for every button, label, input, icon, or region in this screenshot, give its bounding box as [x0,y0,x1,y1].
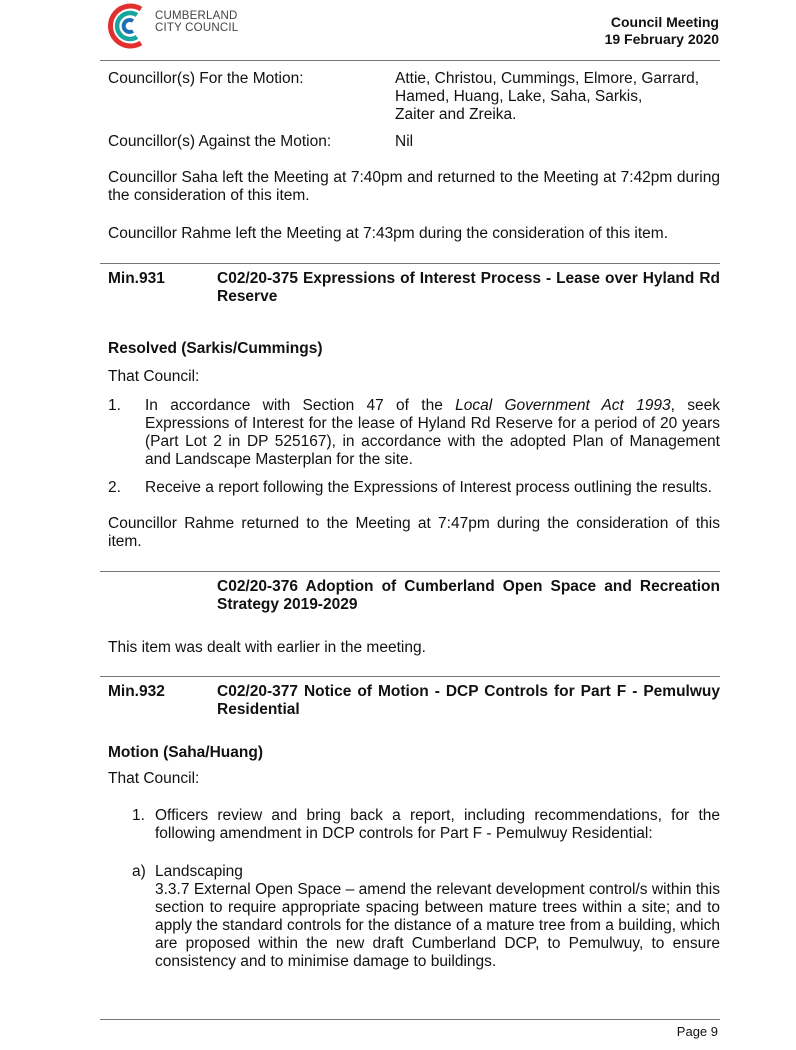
list-text-end: , seek Expressions of Interest for the lease of Hyland Rd Reserve for a period of 20 years (Part Lot 2 in DP 525167), in accordance with the adopted Plan of Management and Landscape Masterplan for the site. [145,397,720,468]
footer-divider [100,1019,720,1020]
list-number: 1. [108,397,121,414]
list-text [145,397,720,469]
council-logo [103,0,303,52]
section-divider [100,571,720,572]
minute-title: C02/20-376 Adoption of Cumberland Open Space and Recreation Strategy 2019-2029 [217,578,720,613]
vote-for-row [108,70,720,124]
section-divider [100,676,720,677]
vote-against-row [108,133,720,151]
list-number: 1. [132,807,145,824]
header-divider [100,60,720,61]
note-rahme-returned: Councillor Rahme returned to the Meeting at 7:47pm during the consideration of this item. [108,515,720,550]
subitem-body: 3.3.7 External Open Space – amend the relevant development control/s within this section to require appropriate spacing between mature trees within a site; and to apply the standard controls for the distance of a mature tree from a building, which are proposed within the new draft Cumberland DCP, to Pemulwuy, to ensure consistency and to minimise damage to buildings. [155,881,720,970]
list-text: Officers review and bring back a report, including recommendations, for the following amendment in DCP controls for Part F - Pemulwuy Residential: [155,807,720,842]
that-council-label: That Council: [108,770,200,787]
minute-932-heading [108,683,720,719]
page-number: Page 9 [676,1024,718,1039]
vote-for-names-line-1: Attie, Christou, Cummings, Elmore, Garrard, [395,70,700,87]
item-376-note: This item was dealt with earlier in the meeting. [108,639,426,656]
list-letter: a) [132,863,146,880]
minute-title: C02/20-375 Expressions of Interest Process - Lease over Hyland Rd Reserve [217,270,720,305]
logo-line-1: CUMBERLAND [155,10,238,22]
list-text-start: In accordance with Section 47 of the [145,397,456,414]
item-376-heading [108,578,720,614]
list-text: Receive a report following the Expressions of Interest process outlining the results. [145,479,712,496]
meeting-info [605,14,719,48]
vote-for-names-line-3: Zaiter and Zreika. [395,106,517,123]
note-rahme-left: Councillor Rahme left the Meeting at 7:43pm during the consideration of this item. [108,225,669,242]
council-logo-icon [103,0,153,52]
vote-for-label: Councillor(s) For the Motion: [108,70,304,87]
note-saha: Councillor Saha left the Meeting at 7:40pm and returned to the Meeting at 7:42pm during the consideration of this item. [108,169,720,204]
resolved-label: Resolved (Sarkis/Cummings) [108,340,323,357]
council-logo-text [155,10,238,34]
act-name: Local Government Act 1993 [455,397,671,414]
section-divider [100,263,720,264]
list-number: 2. [108,479,121,496]
minute-number: Min.932 [108,683,165,700]
minute-931-heading [108,270,720,306]
subitem-title: Landscaping [155,863,243,880]
vote-for-names-line-2: Hamed, Huang, Lake, Saha, Sarkis, [395,88,643,105]
that-council-label: That Council: [108,368,200,385]
logo-line-2: CITY COUNCIL [155,22,239,34]
vote-for-names [395,70,720,124]
vote-against-names: Nil [395,133,414,150]
motion-label: Motion (Saha/Huang) [108,744,263,761]
minute-title: C02/20-377 Notice of Motion - DCP Controls for Part F - Pemulwuy Residential [217,683,720,718]
meeting-date: 19 February 2020 [604,31,719,47]
list-text [155,863,720,971]
meeting-title: Council Meeting [610,14,719,30]
vote-against-label: Councillor(s) Against the Motion: [108,133,332,150]
minute-number: Min.931 [108,270,165,287]
